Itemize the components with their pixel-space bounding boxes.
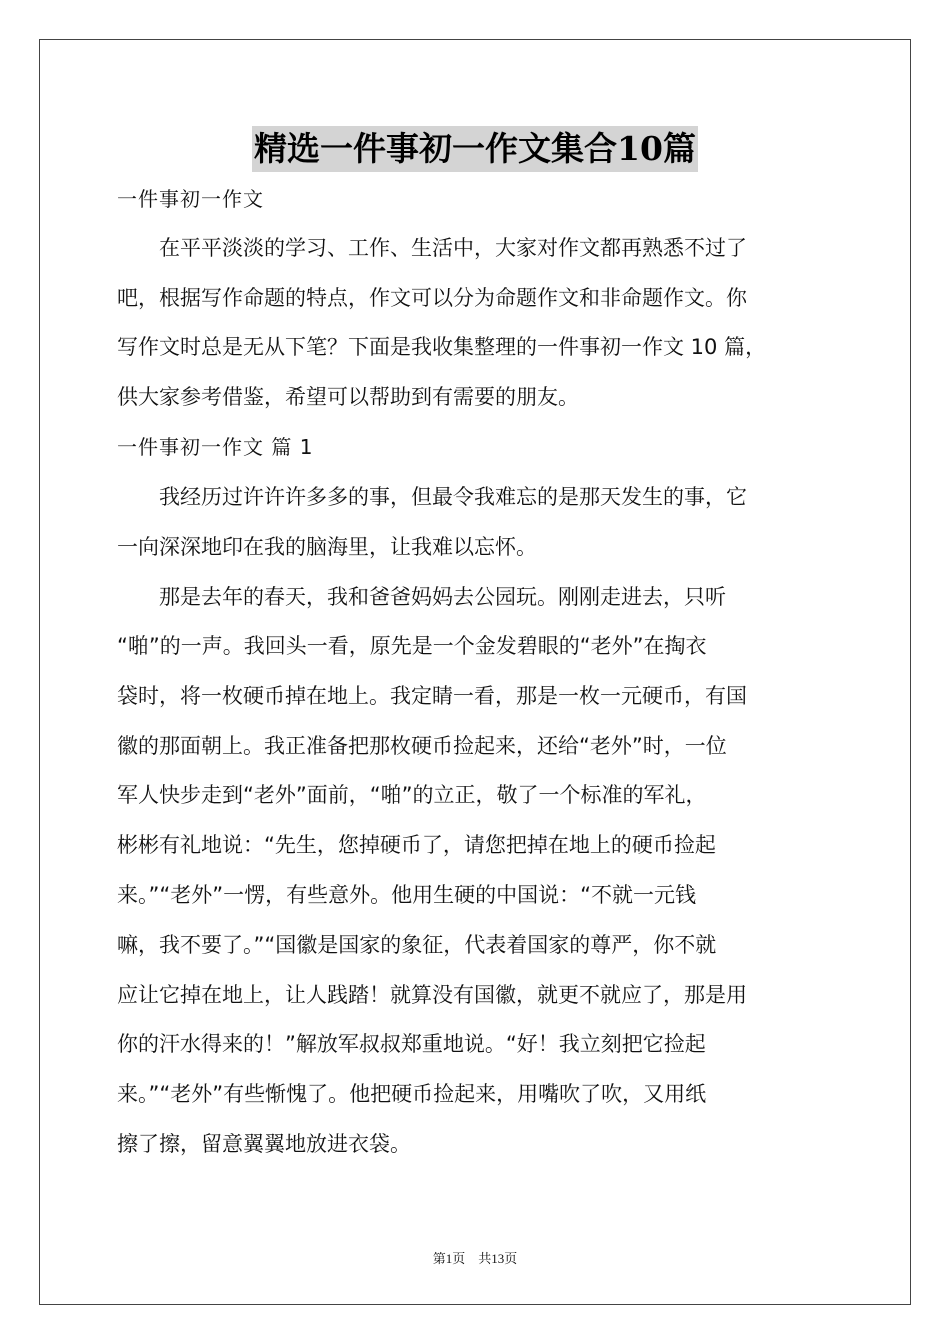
paragraph-line: 徽的那面朝上。我正准备把那枚硬币捡起来，还给“老外”时，一位 [117,734,727,758]
paragraph-line: “啪”的一声。我回头一看，原先是一个金发碧眼的“老外”在掏衣 [117,634,707,658]
paragraph-line: 军人快步走到“老外”面前，“啪”的立正，敬了一个标准的军礼， [117,783,707,807]
paragraph-line: 我经历过许许许多多的事，但最令我难忘的是那天发生的事，它 [117,485,747,509]
page-footer: 第1页 共13页 [432,1251,518,1266]
paragraph-line: 擦了擦，留意翼翼地放进衣袋。 [117,1132,411,1156]
paragraph-line: 写作文时总是无从下笔？下面是我收集整理的一件事初一作文 10 篇， [117,335,767,359]
paragraph-line: 那是去年的春天，我和爸爸妈妈去公园玩。刚刚走进去，只听 [117,585,726,609]
section-heading: 一件事初一作文 篇 1 [117,435,314,459]
paragraph-line: 吧，根据写作命题的特点，作文可以分为命题作文和非命题作文。你 [117,286,747,310]
paragraph-line: 来。”“老外”一愣，有些意外。他用生硬的中国说：“不就一元钱 [117,883,697,907]
paragraph-line: 袋时，将一枚硬币掉在地上。我定睛一看，那是一枚一元硬币，有国 [117,684,747,708]
paragraph-line: 嘛，我不要了。”“国徽是国家的象征，代表着国家的尊严，你不就 [117,933,717,957]
page-border [39,39,911,1305]
paragraph-line: 来。”“老外”有些惭愧了。他把硬币捡起来，用嘴吹了吹，又用纸 [117,1082,707,1106]
paragraph-line: 彬彬有礼地说：“先生，您掉硬币了，请您把掉在地上的硬币捡起 [117,833,716,857]
paragraph-line: 你的汗水得来的！”解放军叔叔郑重地说。“好！我立刻把它捡起 [117,1032,706,1056]
paragraph-line: 应让它掉在地上，让人践踏！就算没有国徽，就更不就应了，那是用 [117,983,747,1007]
title-container [0,126,950,172]
section-heading: 一件事初一作文 [117,187,264,211]
document-title: 精选一件事初一作文集合10篇 [252,126,698,172]
paragraph-line: 在平平淡淡的学习、工作、生活中，大家对作文都再熟悉不过了 [117,236,747,260]
paragraph-line: 一向深深地印在我的脑海里，让我难以忘怀。 [117,535,537,559]
paragraph-line: 供大家参考借鉴，希望可以帮助到有需要的朋友。 [117,385,579,409]
